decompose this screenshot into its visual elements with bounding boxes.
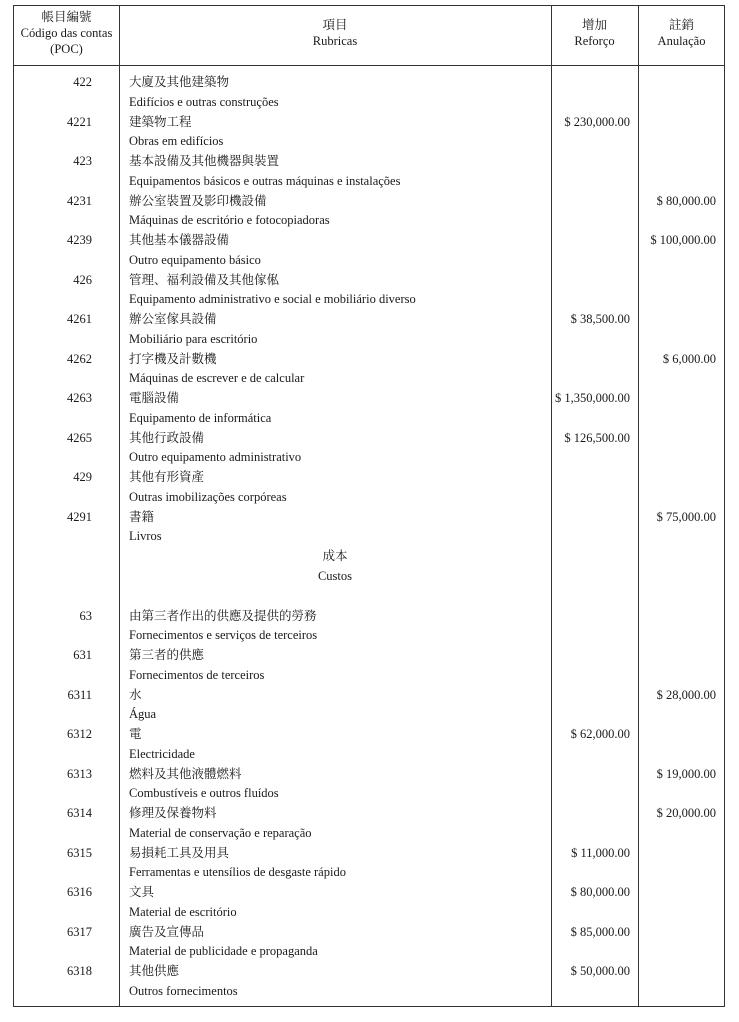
section-heading bbox=[14, 566, 726, 586]
cancel-amount: $ 28,000.00 bbox=[656, 687, 716, 702]
account-code: 6314 bbox=[67, 806, 92, 821]
account-code: 426 bbox=[73, 272, 92, 287]
table-row bbox=[14, 210, 726, 230]
increase-amount: $ 85,000.00 bbox=[570, 924, 630, 939]
account-code: 4291 bbox=[67, 509, 92, 524]
account-code: 4263 bbox=[67, 391, 92, 406]
table-row bbox=[14, 428, 726, 448]
rubric-text: Outras imobilizações corpóreas bbox=[129, 489, 287, 504]
header-code-zh: 帳目編號 bbox=[41, 10, 92, 24]
rubric-text: Equipamento administrativo e social e mobiliário diverso bbox=[129, 292, 416, 307]
rubric-text: Água bbox=[129, 707, 157, 722]
table-row bbox=[14, 941, 726, 961]
table-row bbox=[14, 902, 726, 922]
rubric-text: Máquinas de escritório e fotocopiadoras bbox=[129, 213, 330, 228]
table-row bbox=[14, 191, 726, 211]
table-row bbox=[14, 151, 726, 171]
rubric-text: Outros fornecimentos bbox=[129, 983, 238, 998]
table-row bbox=[14, 309, 726, 329]
table-row bbox=[14, 329, 726, 349]
table-row bbox=[14, 526, 726, 546]
table-row bbox=[14, 803, 726, 823]
rubric-text: 其他供應 bbox=[129, 964, 180, 979]
header-code-pt: Código das contas bbox=[20, 26, 113, 40]
rubric-text: Material de publicidade e propaganda bbox=[129, 944, 318, 959]
rubric-text: Equipamento de informática bbox=[129, 410, 272, 425]
table-row bbox=[14, 922, 726, 942]
rubric-text: 由第三者作出的供應及提供的勞務 bbox=[129, 608, 317, 623]
header-increase bbox=[551, 17, 638, 49]
rubric-text: 辦公室傢具設備 bbox=[129, 312, 217, 327]
rubric-text: 大廈及其他建築物 bbox=[129, 75, 230, 89]
account-code: 6313 bbox=[67, 766, 92, 781]
header-increase-zh: 增加 bbox=[581, 18, 607, 32]
rubric-text: Electricidade bbox=[129, 746, 195, 761]
rubric-text: 其他基本儀器設備 bbox=[129, 233, 230, 248]
section-title: 成本 bbox=[322, 549, 348, 564]
table-row bbox=[14, 467, 726, 487]
rubric-text: 易損耗工具及用具 bbox=[129, 845, 230, 860]
header-code bbox=[14, 9, 119, 57]
table-row bbox=[14, 961, 726, 981]
header-item-pt: Rubricas bbox=[312, 34, 358, 48]
rubric-text: Ferramentas e utensílios de desgaste rápido bbox=[129, 865, 346, 880]
table-row bbox=[14, 704, 726, 724]
account-code: 423 bbox=[73, 154, 92, 169]
account-code: 6316 bbox=[67, 885, 92, 900]
table-row bbox=[14, 408, 726, 428]
rubric-text: 燃料及其他液體燃料 bbox=[129, 766, 242, 781]
rubric-text: 書籍 bbox=[129, 509, 155, 524]
table-row bbox=[14, 665, 726, 685]
section-heading bbox=[14, 546, 726, 566]
rubric-text: Outro equipamento administrativo bbox=[129, 450, 302, 465]
table-row bbox=[14, 368, 726, 388]
account-code: 4231 bbox=[67, 193, 92, 208]
account-code: 4261 bbox=[67, 312, 92, 327]
table-row bbox=[14, 171, 726, 191]
rubric-text: Livros bbox=[129, 529, 162, 544]
rubric-text: 建築物工程 bbox=[129, 114, 192, 129]
spacer-row bbox=[14, 586, 726, 606]
table-row bbox=[14, 131, 726, 151]
table-row bbox=[14, 388, 726, 408]
rubric-text: 其他行政設備 bbox=[129, 430, 205, 445]
rubric-text: Máquinas de escrever e de calcular bbox=[129, 371, 305, 386]
account-code: 63 bbox=[79, 608, 92, 623]
account-code: 4221 bbox=[67, 114, 92, 129]
rubric-text: Material de escritório bbox=[129, 904, 237, 919]
account-code: 429 bbox=[73, 470, 92, 485]
table-row bbox=[14, 289, 726, 309]
table-row bbox=[14, 783, 726, 803]
rubric-text: 廣告及宣傳品 bbox=[129, 924, 205, 939]
account-code: 6311 bbox=[67, 687, 92, 702]
account-code: 6315 bbox=[67, 845, 92, 860]
rubric-text: Outro equipamento básico bbox=[129, 252, 261, 267]
cancel-amount: $ 19,000.00 bbox=[656, 766, 716, 781]
rubric-text: Fornecimentos de terceiros bbox=[129, 667, 265, 682]
table-row bbox=[14, 724, 726, 744]
increase-amount: $ 230,000.00 bbox=[564, 114, 630, 129]
rubric-text: 打字機及計數機 bbox=[129, 351, 217, 366]
rubric-text: 其他有形資產 bbox=[129, 470, 205, 485]
cancel-amount: $ 100,000.00 bbox=[650, 233, 716, 248]
account-code: 4262 bbox=[67, 351, 92, 366]
table-row bbox=[14, 843, 726, 863]
rubric-text: 電 bbox=[129, 727, 142, 742]
table-row bbox=[14, 349, 726, 369]
table-row bbox=[14, 744, 726, 764]
rubric-text: Material de conservação e reparação bbox=[129, 825, 312, 840]
cancel-amount: $ 6,000.00 bbox=[662, 351, 716, 366]
account-code: 6317 bbox=[67, 924, 92, 939]
rubric-text: Fornecimentos e serviços de terceiros bbox=[129, 628, 318, 643]
header-cancel-zh: 註銷 bbox=[668, 18, 694, 32]
rubric-text: Equipamentos básicos e outras máquinas e instalações bbox=[129, 173, 401, 188]
header-divider bbox=[14, 65, 724, 66]
rubric-text: 修理及保養物料 bbox=[129, 806, 217, 821]
table-row bbox=[14, 447, 726, 467]
table-row bbox=[14, 645, 726, 665]
rubric-text: Combustíveis e outros fluídos bbox=[129, 786, 279, 801]
account-code: 631 bbox=[73, 648, 92, 663]
table-row bbox=[14, 507, 726, 527]
increase-amount: $ 62,000.00 bbox=[570, 727, 630, 742]
header-code-poc: (POC) bbox=[50, 42, 83, 56]
table-row bbox=[14, 230, 726, 250]
table-row bbox=[14, 823, 726, 843]
table-row bbox=[14, 685, 726, 705]
cancel-amount: $ 20,000.00 bbox=[656, 806, 716, 821]
table-row bbox=[14, 764, 726, 784]
account-code: 6318 bbox=[67, 964, 92, 979]
cancel-amount: $ 80,000.00 bbox=[656, 193, 716, 208]
rubric-text: 管理、福利設備及其他傢俬 bbox=[129, 272, 280, 287]
rubric-text: 辦公室裝置及影印機設備 bbox=[129, 193, 267, 208]
rubric-text: Edifícios e outras construções bbox=[129, 94, 279, 109]
table-row bbox=[14, 92, 726, 112]
table-row bbox=[14, 606, 726, 626]
budget-table bbox=[13, 5, 725, 1007]
increase-amount: $ 50,000.00 bbox=[570, 964, 630, 979]
table-row bbox=[14, 112, 726, 132]
header-item bbox=[119, 17, 551, 49]
rubric-text: Mobiliário para escritório bbox=[129, 331, 258, 346]
increase-amount: $ 38,500.00 bbox=[570, 312, 630, 327]
header-increase-pt: Reforço bbox=[574, 34, 615, 48]
header-cancel-pt: Anulação bbox=[657, 34, 706, 48]
increase-amount: $ 11,000.00 bbox=[571, 845, 630, 860]
header-item-zh: 項目 bbox=[322, 18, 348, 32]
table-row bbox=[14, 270, 726, 290]
increase-amount: $ 126,500.00 bbox=[564, 430, 630, 445]
account-code: 422 bbox=[73, 75, 92, 89]
account-code: 4239 bbox=[67, 233, 92, 248]
rubric-text: 基本設備及其他機器與裝置 bbox=[129, 154, 280, 169]
table-row bbox=[14, 250, 726, 270]
rubric-text: 文具 bbox=[129, 885, 155, 900]
header-cancel bbox=[638, 17, 725, 49]
section-title: Custos bbox=[317, 569, 353, 583]
cancel-amount: $ 75,000.00 bbox=[656, 509, 716, 524]
table-row bbox=[14, 487, 726, 507]
account-code: 6312 bbox=[67, 727, 92, 742]
increase-amount: $ 1,350,000.00 bbox=[555, 391, 630, 406]
rubric-text: 水 bbox=[129, 687, 142, 702]
increase-amount: $ 80,000.00 bbox=[570, 885, 630, 900]
table-row bbox=[14, 625, 726, 645]
account-code: 4265 bbox=[67, 430, 92, 445]
table-row bbox=[14, 862, 726, 882]
rubric-text: 電腦設備 bbox=[129, 391, 180, 406]
rubric-text: 第三者的供應 bbox=[129, 648, 205, 663]
table-row bbox=[14, 72, 726, 92]
table-row bbox=[14, 882, 726, 902]
table-row bbox=[14, 981, 726, 1001]
rubric-text: Obras em edifícios bbox=[129, 134, 224, 149]
